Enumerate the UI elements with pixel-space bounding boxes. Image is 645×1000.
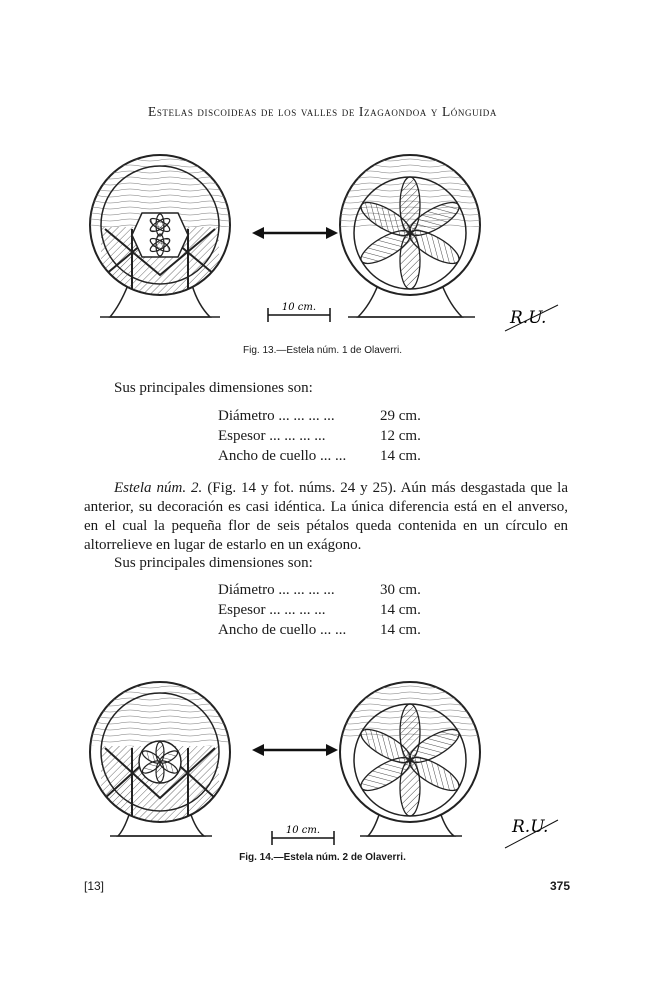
dimensions-table-1 <box>218 406 438 466</box>
dimension-row: Diámetro ... ... ... ... 29 cm. <box>218 408 421 424</box>
artist-signature <box>505 305 558 331</box>
figure-14 <box>80 672 580 862</box>
signature-text: R.U. <box>512 817 549 837</box>
running-header: Estelas discoideas de los valles de Izagaondoa y Lónguida <box>147 104 497 119</box>
dimensions-intro-2: Sus principales dimensiones son: <box>114 555 313 571</box>
stele-left <box>90 155 230 317</box>
stele-2-heading: Estela núm. 2. <box>114 480 203 496</box>
page-number: 375 <box>550 879 571 893</box>
dimension-row: Diámetro ... ... ... ... 30 cm. <box>218 582 421 598</box>
figure-13-caption: Fig. 13.—Estela núm. 1 de Olaverri. <box>243 345 402 356</box>
signature-text: R.U. <box>510 308 547 328</box>
figure-14-drawing <box>80 672 580 862</box>
stele-left <box>90 682 230 836</box>
section-marker: [13] <box>84 879 105 893</box>
stele-right <box>340 682 480 836</box>
scale-bar <box>268 302 330 322</box>
figure-13 <box>80 145 580 335</box>
scale-label: 10 cm. <box>281 302 317 313</box>
scale-label: 10 cm. <box>285 825 321 836</box>
artist-signature <box>505 817 558 848</box>
dimension-row: Ancho de cuello ... ... 14 cm. <box>218 622 421 638</box>
double-arrow-icon <box>252 744 338 756</box>
scale-bar <box>272 825 334 845</box>
figure-14-caption: Fig. 14.—Estela núm. 2 de Olaverri. <box>239 852 406 863</box>
double-arrow-icon <box>252 227 338 239</box>
stele-right <box>340 155 480 317</box>
dimension-row: Ancho de cuello ... ... 14 cm. <box>218 448 421 464</box>
dimensions-intro-1: Sus principales dimensiones son: <box>114 380 313 396</box>
stele-2-paragraph: Estela núm. 2. (Fig. 14 y fot. núms. 24 y 25). Aún más desgastada que la anterior, su decoración es casi idéntica. La única diferencia está en el anverso, en el cual la pequeña flor de seis pétalos queda contenida en un círculo en altorrelieve en lugar de estarlo en un exágono. <box>84 480 569 553</box>
dimension-row: Espesor ... ... ... ... 14 cm. <box>218 602 421 618</box>
dimensions-table-2 <box>218 580 438 640</box>
figure-13-drawing <box>80 145 580 335</box>
dimension-row: Espesor ... ... ... ... 12 cm. <box>218 428 421 444</box>
